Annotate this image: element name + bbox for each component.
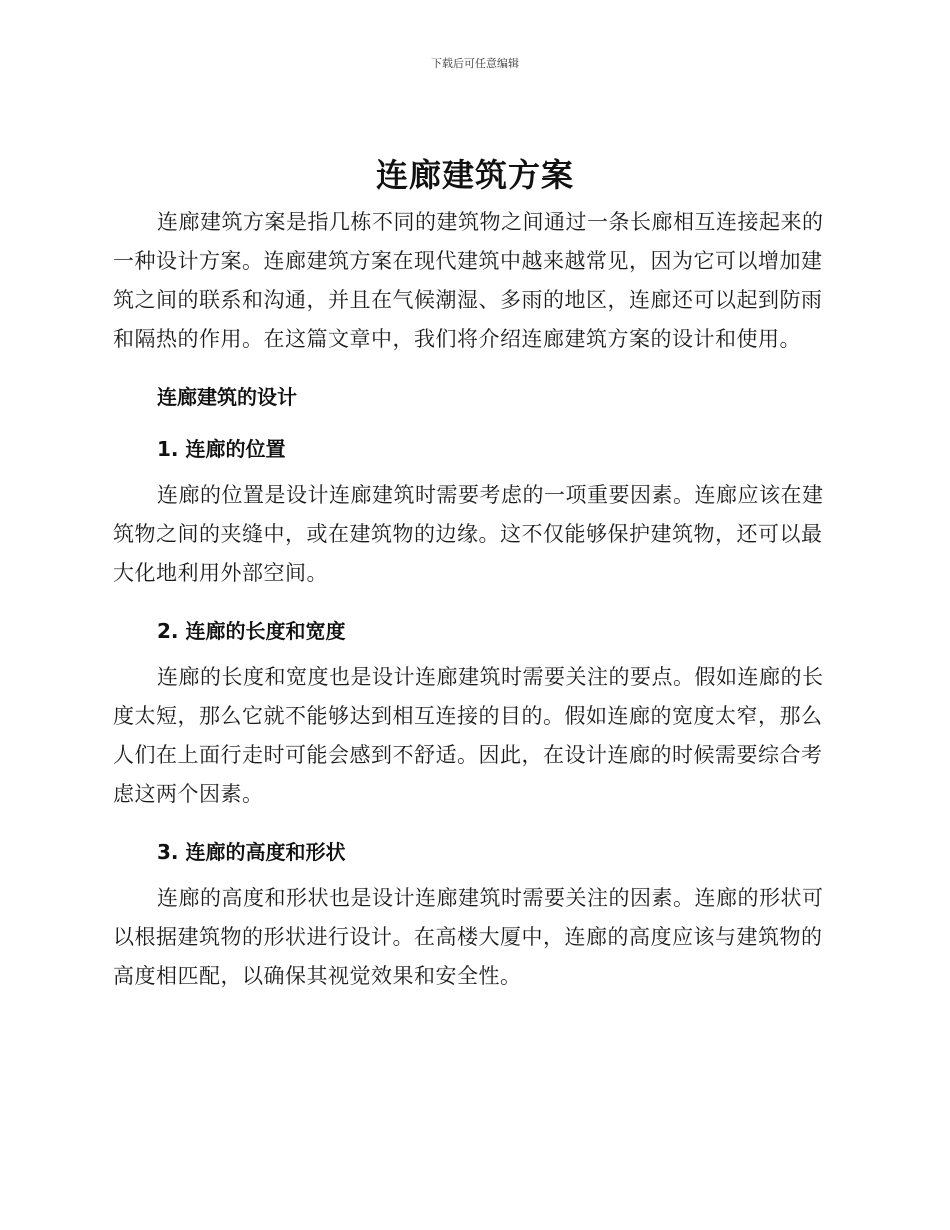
- subsection-body-height-shape: 连廊的高度和形状也是设计连廊建筑时需要关注的因素。连廊的形状可以根据建筑物的形状进行设计。在高楼大厦中，连廊的高度应该与建筑物的高度相匹配，以确保其视觉效果和安全性。: [113, 886, 824, 988]
- subsection-body-length-width: 连廊的长度和宽度也是设计连廊建筑时需要关注的要点。假如连廊的长度太短，那么它就不能够达到相互连接的目的。假如连廊的宽度太窄，那么人们在上面行走时可能会感到不舒适。因此，在设计连廊的时候需要综合考虑这两个因素。: [113, 665, 824, 806]
- section-heading-design: 连廊建筑的设计: [157, 385, 297, 409]
- subsection-heading-length-width: 2. 连廊的长度和宽度: [157, 619, 346, 643]
- document-title: 连廊建筑方案: [375, 156, 574, 194]
- intro-paragraph: 连廊建筑方案是指几栋不同的建筑物之间通过一条长廊相互连接起来的一种设计方案。连廊建筑方案在现代建筑中越来越常见，因为它可以增加建筑之间的联系和沟通，并且在气候潮湿、多雨的地区，连廊还可以起到防雨和隔热的作用。在这篇文章中，我们将介绍连廊建筑方案的设计和使用。: [113, 210, 824, 351]
- subsection-body-position: 连廊的位置是设计连廊建筑时需要考虑的一项重要因素。连廊应该在建筑物之间的夹缝中，或在建筑物的边缘。这不仅能够保护建筑物，还可以最大化地利用外部空间。: [113, 483, 824, 585]
- page-header-note: 下载后可任意编辑: [431, 57, 519, 70]
- subsection-heading-height-shape: 3. 连廊的高度和形状: [157, 840, 346, 864]
- subsection-heading-position: 1. 连廊的位置: [157, 437, 286, 461]
- document-body: [113, 203, 833, 996]
